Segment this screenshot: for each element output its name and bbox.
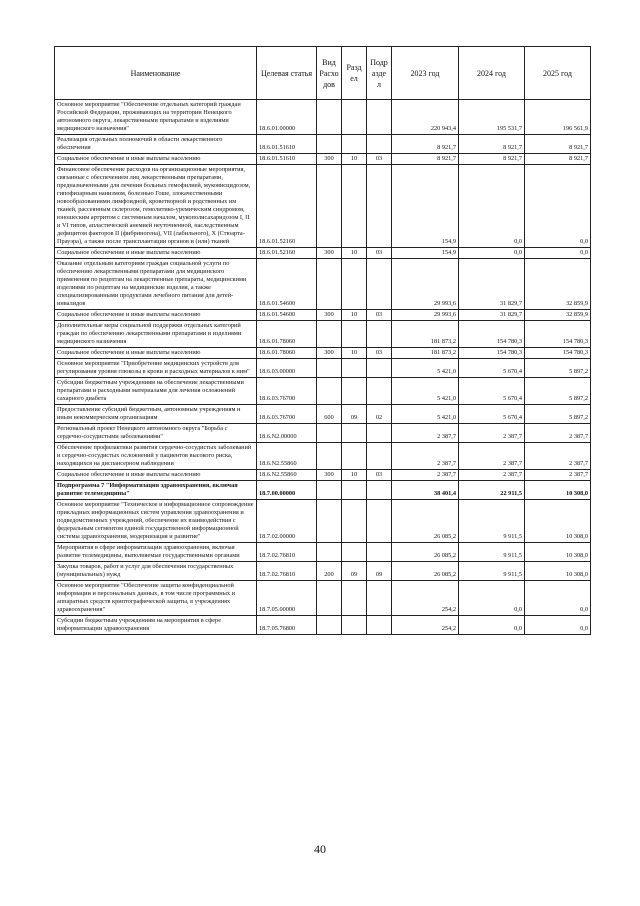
row-target-code: 18.6.01.54600 (257, 310, 317, 321)
row-amount-2025: 5 897,2 (525, 378, 591, 405)
row-section: 10 (342, 470, 367, 481)
row-subsection: 03 (367, 310, 392, 321)
row-amount-2023: 29 993,6 (392, 259, 459, 310)
row-section (342, 581, 367, 616)
row-expense-type (317, 581, 342, 616)
row-amount-2023: 154,9 (392, 248, 459, 259)
table-row (55, 259, 591, 310)
table-row (55, 616, 591, 635)
row-expense-type: 300 (317, 154, 342, 165)
row-amount-2024: 154 780,3 (459, 348, 525, 359)
row-target-code: 18.6.01.51610 (257, 154, 317, 165)
row-amount-2025: 32 859,9 (525, 259, 591, 310)
row-amount-2025: 2 387,7 (525, 470, 591, 481)
row-target-code: 18.7.02.00000 (257, 500, 317, 543)
row-name: Основное мероприятие "Обеспечение отдельных категорий граждан Российской Федерации, проживающих на территории Ненецкого автономного округа, лекарственными препаратами и изделиями медицинского назначения" (55, 100, 257, 135)
row-expense-type (317, 100, 342, 135)
header-2023: 2023 год (392, 47, 459, 100)
row-name: Региональный проект Ненецкого автономного округа "Борьба с сердечно-сосудистыми заболеваниями" (55, 424, 257, 443)
row-amount-2025: 0,0 (525, 248, 591, 259)
row-amount-2024: 9 911,5 (459, 543, 525, 562)
row-amount-2023: 8 921,7 (392, 154, 459, 165)
row-name: Реализация отдельных полномочий в области лекарственного обеспечения (55, 135, 257, 154)
row-amount-2023: 2 387,7 (392, 424, 459, 443)
row-amount-2024: 0,0 (459, 165, 525, 248)
table-row (55, 405, 591, 424)
row-subsection: 03 (367, 348, 392, 359)
row-amount-2023: 29 993,6 (392, 310, 459, 321)
budget-table (54, 46, 591, 635)
row-amount-2024: 0,0 (459, 248, 525, 259)
table-row (55, 378, 591, 405)
row-amount-2025: 154 780,3 (525, 348, 591, 359)
row-amount-2023: 254,2 (392, 616, 459, 635)
row-section (342, 481, 367, 500)
row-amount-2025: 154 780,3 (525, 321, 591, 348)
row-amount-2024: 5 670,4 (459, 378, 525, 405)
row-name: Финансовое обеспечение расходов на организационные мероприятия, связанные с обеспечением лиц лекарственными препаратами, предназначенными для лечения больных гемофилией, муковисцидозом, гипофизарным нанизмом, болезнью Гоше, злокачественными новообразованиями лимфоидной, кроветворной и родственных им тканей, рассеянным склерозом, гемолитико-уремическим синдромом, юношеским артритом с системным началом, мукополисахаридозом I, II и VI типов, апластической анемией неуточненной, наследственным дефицитом факторов II (фибриногена), VII (лабильного), X (Стюарта-Прауэра), а также после трансплантации органов и (или) тканей (55, 165, 257, 248)
table-row (55, 562, 591, 581)
row-expense-type (317, 321, 342, 348)
row-expense-type: 200 (317, 562, 342, 581)
row-section: 10 (342, 248, 367, 259)
row-name: Социальное обеспечение и иные выплаты населению (55, 470, 257, 481)
row-name: Мероприятия в сфере информатизации здравоохранения, включая развитие телемедицины, выполняемые государственными органами (55, 543, 257, 562)
row-name: Социальное обеспечение и иные выплаты населению (55, 310, 257, 321)
row-expense-type (317, 443, 342, 470)
row-section (342, 616, 367, 635)
row-amount-2025: 8 921,7 (525, 135, 591, 154)
row-subsection (367, 259, 392, 310)
table-row (55, 135, 591, 154)
row-amount-2025: 0,0 (525, 581, 591, 616)
page-number: 40 (314, 842, 326, 856)
table-row (55, 348, 591, 359)
row-section (342, 443, 367, 470)
row-target-code: 18.6.01.54600 (257, 259, 317, 310)
row-amount-2025: 10 308,0 (525, 562, 591, 581)
row-expense-type: 600 (317, 405, 342, 424)
row-subsection: 02 (367, 405, 392, 424)
row-amount-2023: 154,9 (392, 165, 459, 248)
row-subsection (367, 581, 392, 616)
row-subsection (367, 165, 392, 248)
row-expense-type (317, 543, 342, 562)
row-amount-2024: 9 911,5 (459, 500, 525, 543)
row-amount-2024: 31 829,7 (459, 310, 525, 321)
row-subsection (367, 321, 392, 348)
row-name: Социальное обеспечение и иные выплаты населению (55, 348, 257, 359)
row-subsection (367, 100, 392, 135)
row-expense-type (317, 424, 342, 443)
table-row (55, 100, 591, 135)
row-target-code: 18.6.03.76700 (257, 378, 317, 405)
row-subsection (367, 616, 392, 635)
row-expense-type (317, 165, 342, 248)
row-amount-2025: 0,0 (525, 165, 591, 248)
row-name: Основное мероприятие "Техническое и информационное сопровождение прикладных информационных систем управления здравоохранения и подведомственных учреждений, обеспечение их взаимодействия с федеральным сегментом единой государственной информационной системы здравоохранения, модернизация и развитие" (55, 500, 257, 543)
row-amount-2024: 8 921,7 (459, 135, 525, 154)
row-amount-2024: 22 911,5 (459, 481, 525, 500)
row-amount-2024: 8 921,7 (459, 154, 525, 165)
row-subsection (367, 378, 392, 405)
row-subsection (367, 359, 392, 378)
row-target-code: 18.6.03.00000 (257, 359, 317, 378)
row-subsection: 03 (367, 154, 392, 165)
row-expense-type: 300 (317, 470, 342, 481)
row-name: Основное мероприятие "Приобретение медицинских устройств для регулирования уровня глюкозы в крови и расходных материалов к ним" (55, 359, 257, 378)
row-amount-2024: 154 780,3 (459, 321, 525, 348)
header-name: Наименование (55, 47, 257, 100)
row-amount-2025: 5 897,2 (525, 359, 591, 378)
header-2024: 2024 год (459, 47, 525, 100)
row-section (342, 359, 367, 378)
row-target-code: 18.6.N2.55860 (257, 470, 317, 481)
row-amount-2023: 26 085,2 (392, 562, 459, 581)
table-row (55, 154, 591, 165)
table-row (55, 248, 591, 259)
row-amount-2023: 254,2 (392, 581, 459, 616)
row-amount-2023: 2 387,7 (392, 443, 459, 470)
row-amount-2023: 5 421,0 (392, 359, 459, 378)
row-section (342, 165, 367, 248)
row-target-code: 18.6.01.78060 (257, 348, 317, 359)
row-expense-type (317, 378, 342, 405)
row-amount-2024: 2 387,7 (459, 424, 525, 443)
table-row (55, 359, 591, 378)
table-row (55, 500, 591, 543)
row-name: Субсидии бюджетным учреждениям на обеспечение лекарственными препаратами и расходными материалами для лечения осложнений сахарного диабета (55, 378, 257, 405)
row-expense-type (317, 500, 342, 543)
row-expense-type (317, 359, 342, 378)
row-subsection (367, 135, 392, 154)
row-subsection: 03 (367, 470, 392, 481)
row-name: Основное мероприятие "Обеспечение защиты конфиденциальной информации и персональных данных, в том числе программных и аппаратных средств криптографической защиты, в учреждениях здравоохранения" (55, 581, 257, 616)
row-amount-2023: 8 921,7 (392, 135, 459, 154)
row-target-code: 18.7.05.76800 (257, 616, 317, 635)
row-amount-2023: 5 421,0 (392, 405, 459, 424)
row-name: Дополнительные меры социальной поддержки отдельных категорий граждан по обеспечению лекарственными препаратами и изделиями медицинского назначения (55, 321, 257, 348)
row-subsection (367, 500, 392, 543)
row-section (342, 424, 367, 443)
row-amount-2023: 2 387,7 (392, 470, 459, 481)
row-section (342, 100, 367, 135)
row-name: Подпрограмма 7 "Информатизация здравоохранения, включая развитие телемедицины" (55, 481, 257, 500)
table-body (55, 100, 591, 635)
table-row (55, 470, 591, 481)
row-expense-type (317, 259, 342, 310)
row-amount-2023: 26 085,2 (392, 500, 459, 543)
row-amount-2024: 195 531,7 (459, 100, 525, 135)
row-amount-2025: 2 387,7 (525, 443, 591, 470)
row-amount-2023: 26 085,2 (392, 543, 459, 562)
row-section (342, 500, 367, 543)
row-amount-2023: 220 943,4 (392, 100, 459, 135)
row-subsection (367, 543, 392, 562)
header-2025: 2025 год (525, 47, 591, 100)
row-target-code: 18.7.02.76810 (257, 562, 317, 581)
row-expense-type (317, 616, 342, 635)
row-amount-2025: 2 387,7 (525, 424, 591, 443)
row-section (342, 543, 367, 562)
row-amount-2025: 10 308,0 (525, 481, 591, 500)
row-amount-2024: 0,0 (459, 616, 525, 635)
row-expense-type: 300 (317, 248, 342, 259)
row-amount-2023: 5 421,0 (392, 378, 459, 405)
row-name: Оказание отдельным категориям граждан социальной услуги по обеспечению лекарственными препаратами для медицинского применения по рецептам на лекарственные препараты, медицинскими изделиями по рецептам на медицинские изделия, а также специализированными продуктами лечебного питания для детей-инвалидов (55, 259, 257, 310)
row-name: Закупка товаров, работ и услуг для обеспечения государственных (муниципальных) нужд (55, 562, 257, 581)
table-header-row (55, 47, 591, 100)
header-target: Целевая статья (257, 47, 317, 100)
row-section: 10 (342, 310, 367, 321)
row-amount-2025: 32 859,9 (525, 310, 591, 321)
row-section (342, 259, 367, 310)
row-target-code: 18.7.00.00000 (257, 481, 317, 500)
row-target-code: 18.6.N2.55860 (257, 443, 317, 470)
row-section: 10 (342, 348, 367, 359)
row-amount-2024: 2 387,7 (459, 443, 525, 470)
row-amount-2024: 5 670,4 (459, 359, 525, 378)
row-name: Предоставление субсидий бюджетным, автономным учреждениям и иным некоммерческим организациям (55, 405, 257, 424)
row-target-code: 18.7.05.00000 (257, 581, 317, 616)
row-amount-2025: 8 921,7 (525, 154, 591, 165)
table-row (55, 310, 591, 321)
row-amount-2024: 31 829,7 (459, 259, 525, 310)
row-target-code: 18.6.N2.00000 (257, 424, 317, 443)
row-section (342, 321, 367, 348)
row-name: Социальное обеспечение и иные выплаты населению (55, 248, 257, 259)
table-row (55, 443, 591, 470)
table-row (55, 321, 591, 348)
header-section: Разд ел (342, 47, 367, 100)
row-amount-2025: 10 308,0 (525, 500, 591, 543)
row-amount-2025: 0,0 (525, 616, 591, 635)
row-subsection: 03 (367, 248, 392, 259)
row-name: Социальное обеспечение и иные выплаты населению (55, 154, 257, 165)
table-row (55, 165, 591, 248)
table-row (55, 481, 591, 500)
row-amount-2023: 181 873,2 (392, 321, 459, 348)
row-amount-2025: 10 308,0 (525, 543, 591, 562)
row-subsection (367, 481, 392, 500)
row-target-code: 18.6.03.76700 (257, 405, 317, 424)
row-subsection (367, 424, 392, 443)
row-amount-2023: 181 873,2 (392, 348, 459, 359)
row-amount-2024: 9 911,5 (459, 562, 525, 581)
row-name: Субсидии бюджетным учреждениям на мероприятия в сфере информатизации здравоохранения (55, 616, 257, 635)
row-target-code: 18.6.01.52160 (257, 165, 317, 248)
row-target-code: 18.6.01.78060 (257, 321, 317, 348)
row-expense-type: 300 (317, 348, 342, 359)
table-row (55, 424, 591, 443)
row-target-code: 18.6.01.52160 (257, 248, 317, 259)
row-amount-2024: 0,0 (459, 581, 525, 616)
row-section (342, 378, 367, 405)
row-amount-2025: 5 897,2 (525, 405, 591, 424)
row-target-code: 18.6.01.00000 (257, 100, 317, 135)
row-subsection: 09 (367, 562, 392, 581)
row-target-code: 18.7.02.76810 (257, 543, 317, 562)
row-section: 10 (342, 154, 367, 165)
row-amount-2025: 196 561,9 (525, 100, 591, 135)
row-subsection (367, 443, 392, 470)
row-name: Обеспечение профилактики развития сердечно-сосудистых заболеваний и сердечно-сосудистых осложнений у пациентов высокого риска, находящихся на диспансерном наблюдении (55, 443, 257, 470)
row-expense-type: 300 (317, 310, 342, 321)
row-section: 09 (342, 562, 367, 581)
row-amount-2023: 38 401,4 (392, 481, 459, 500)
row-amount-2024: 2 387,7 (459, 470, 525, 481)
row-expense-type (317, 481, 342, 500)
table-row (55, 543, 591, 562)
header-type: Вид Расхо дов (317, 47, 342, 100)
header-subsection: Подр азде л (367, 47, 392, 100)
table-row (55, 581, 591, 616)
row-amount-2024: 5 670,4 (459, 405, 525, 424)
row-section: 09 (342, 405, 367, 424)
row-section (342, 135, 367, 154)
row-target-code: 18.6.01.51610 (257, 135, 317, 154)
row-expense-type (317, 135, 342, 154)
